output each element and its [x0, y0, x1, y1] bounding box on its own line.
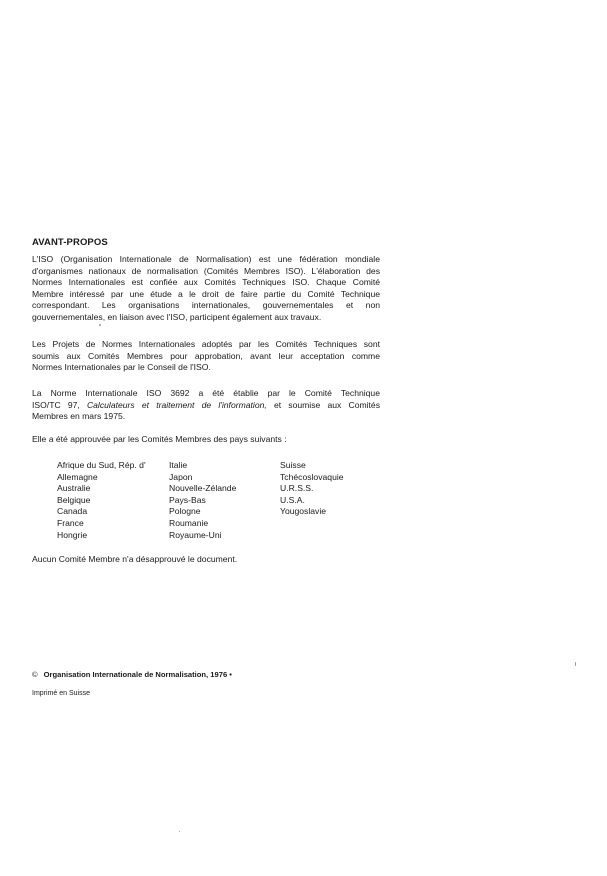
paragraph-line: L'ISO (Organisation Internationale de Normalisation) est une fédération mondiale — [32, 254, 380, 264]
country-item: Hongrie — [57, 529, 88, 540]
country-item: U.S.A. — [280, 494, 305, 505]
scan-speck — [99, 324, 101, 326]
printed-in-notice: Imprimé en Suisse — [32, 690, 90, 697]
paragraph-draft-standards — [32, 339, 380, 374]
scan-speck — [179, 831, 180, 832]
country-item: Tchécoslovaquie — [280, 471, 344, 482]
paragraph-line: soumis aux Comités Membres pour approbation, avant leur acceptation comme — [32, 350, 380, 361]
line-prefix: ISO/TC 97, — [32, 399, 87, 410]
country-item: Japon — [169, 471, 193, 482]
paragraph-line: Normes Internationales est confiée aux Comités Techniques ISO. Chaque Comité — [32, 277, 380, 288]
copyright-symbol: © — [32, 670, 38, 679]
country-item: Italie — [169, 460, 188, 470]
country-item: Pays-Bas — [169, 494, 206, 505]
line-suffix: et soumise aux Comités — [266, 399, 381, 410]
paragraph-line: Membre intéressé par une étude a le droit de faire partie du Comité Technique — [32, 288, 380, 299]
paragraph-iso-description — [32, 254, 380, 324]
country-item: U.R.S.S. — [280, 483, 314, 494]
country-item: Yougoslavie — [280, 506, 327, 517]
country-column-3 — [280, 460, 344, 518]
paragraph-line: correspondant. Les organisations internationales, gouvernementales et non — [32, 300, 380, 311]
country-item: Royaume-Uni — [169, 529, 222, 540]
country-item: Pologne — [169, 506, 201, 517]
country-item: Belgique — [57, 494, 91, 505]
country-item: Suisse — [280, 460, 306, 470]
paragraph-approval-intro: Elle a été approuvée par les Comités Membres des pays suivants : — [32, 434, 287, 444]
country-item: Canada — [57, 506, 88, 517]
committee-title-italic: Calculateurs et traitement de l'information, — [86, 399, 267, 410]
section-heading: AVANT-PROPOS — [32, 237, 108, 248]
paragraph-line — [32, 400, 380, 412]
paragraph-line: gouvernementales, en liaison avec l'ISO, participent également aux travaux. — [32, 311, 322, 322]
closing-statement: Aucun Comité Membre n'a désapprouvé le document. — [32, 554, 238, 564]
paragraph-line: Normes Internationales par le Conseil de l'ISO. — [32, 362, 211, 373]
country-column-2 — [169, 460, 236, 541]
country-item: France — [57, 517, 84, 528]
country-column-1 — [57, 460, 146, 541]
country-item: Allemagne — [57, 471, 98, 482]
country-item: Nouvelle-Zélande — [169, 483, 237, 494]
paragraph-line: La Norme Internationale ISO 3692 a été établie par le Comité Technique — [32, 388, 380, 398]
paragraph-line: Les Projets de Normes Internationales adoptés par les Comités Techniques sont — [32, 339, 380, 349]
paragraph-line: Membres en mars 1975. — [32, 411, 126, 422]
paragraph-line: d'organismes nationaux de normalisation (Comités Membres ISO). L'élaboration des — [32, 265, 380, 276]
scan-speck — [575, 662, 576, 666]
copyright-text: Organisation Internationale de Normalisation, 1976 • — [43, 670, 232, 679]
copyright-notice — [32, 670, 232, 679]
paragraph-iso-3692 — [32, 388, 380, 423]
country-item: Roumanie — [169, 517, 209, 528]
country-item: Afrique du Sud, Rép. d' — [57, 460, 146, 470]
country-item: Australie — [57, 483, 91, 494]
